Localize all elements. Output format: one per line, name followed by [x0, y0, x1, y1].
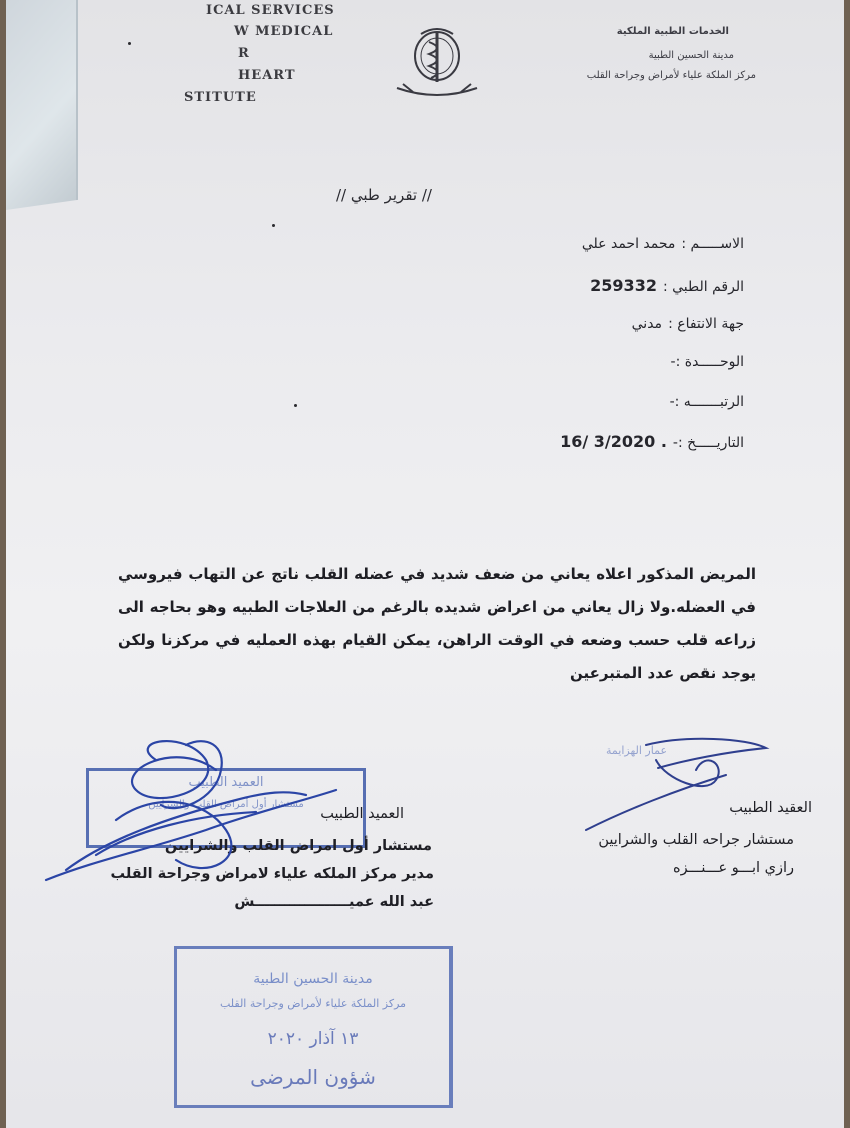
- field-beneficiary-label: جهة الانتفاع :: [668, 316, 744, 332]
- field-rank: [664, 394, 744, 410]
- round-stamp-right: عمار الهزايمة: [606, 744, 668, 757]
- field-unit: [665, 354, 744, 370]
- ink-dot: [128, 42, 131, 45]
- field-medical-number-label: الرقم الطبي :: [662, 279, 744, 295]
- field-beneficiary-value: مدني: [631, 316, 663, 332]
- ink-dot: [294, 404, 297, 407]
- underlying-paper-sheet: [6, 0, 78, 210]
- right-signatory-position: مستشار جراحه القلب والشرايين: [598, 832, 794, 848]
- right-signatory-rank: العقيد الطبيب: [729, 800, 812, 816]
- field-rank-label: الرتبـــــــه :-: [669, 394, 744, 410]
- header-english-line-5: STITUTE: [184, 90, 257, 105]
- header-arabic-line-3: مركز الملكة علياء لأمراض وجراحة القلب: [586, 70, 756, 81]
- header-english-line-1: ICAL SERVICES: [206, 3, 335, 18]
- ink-dot: [272, 224, 275, 227]
- left-signatory-role: مدير مركز الملكه علياء لامراض وجراحة القلب: [110, 866, 434, 882]
- stamp-bottom-line-1: مدينة الحسين الطبية: [253, 971, 373, 987]
- stamp-bottom-dept: شؤون المرضى: [250, 1065, 376, 1089]
- field-date-value: 16/ 3/2020 .: [560, 432, 667, 451]
- field-date-label: التاريـــــخ :-: [672, 435, 744, 451]
- field-unit-label: الوحـــــدة :-: [670, 354, 744, 370]
- right-signatory-name: رازي ابـــو عـــنـــزه: [672, 860, 794, 876]
- report-body: المريض المذكور اعلاه يعاني من ضعف شديد في عضله القلب ناتج عن التهاب فيروسي في العضله.ولا زال يعاني من اعراض شديده بالرغم من العلاجات الطبيه وهو بحاجه الى زراعه قلب حسب وضعه في الوقت الراهن، يمكن القيام بهذه العمليه في مركزنا ولكن يوجد نقص عدد المتبرعين: [118, 565, 756, 682]
- header-english-line-3: R: [238, 46, 250, 61]
- header-english-line-2: W MEDICAL: [234, 24, 334, 39]
- header-english-line-4: HEART: [238, 68, 296, 83]
- left-signatory-rank: العميد الطبيب: [320, 806, 404, 822]
- field-medical-number: [590, 276, 744, 295]
- stamp-bottom-date: ١٣ آذار ٢٠٢٠: [267, 1029, 359, 1049]
- report-title: // تقرير طبي //: [336, 186, 432, 204]
- header-arabic-line-2: مدينة الحسين الطبية: [648, 50, 734, 61]
- field-name-value: محمد احمد علي: [581, 236, 676, 252]
- stamp-bottom-line-2: مركز الملكة علياء لأمراض وجراحة القلب: [219, 997, 407, 1010]
- medical-caduceus-emblem-icon: [391, 22, 483, 100]
- field-name: [582, 236, 744, 252]
- field-name-label: الاســـــم :: [681, 236, 744, 252]
- stamp-patient-affairs: [174, 946, 453, 1108]
- medical-report-page: [6, 0, 844, 1128]
- field-medical-number-value: 259332: [590, 276, 657, 295]
- left-signatory-position: مستشار أول امراض القلب والشرايين: [164, 838, 432, 854]
- stamp-top-title: العميد الطبيب: [188, 775, 264, 790]
- field-date: [560, 432, 744, 451]
- left-signatory-name: عبد الله عميـــــــــــــــــــش: [234, 894, 434, 910]
- stamp-top-sub: مستشار أول أمراض القلب والشرايين: [148, 799, 304, 810]
- field-beneficiary: [632, 316, 744, 332]
- header-arabic-line-1: الخدمات الطبية الملكية: [616, 26, 729, 37]
